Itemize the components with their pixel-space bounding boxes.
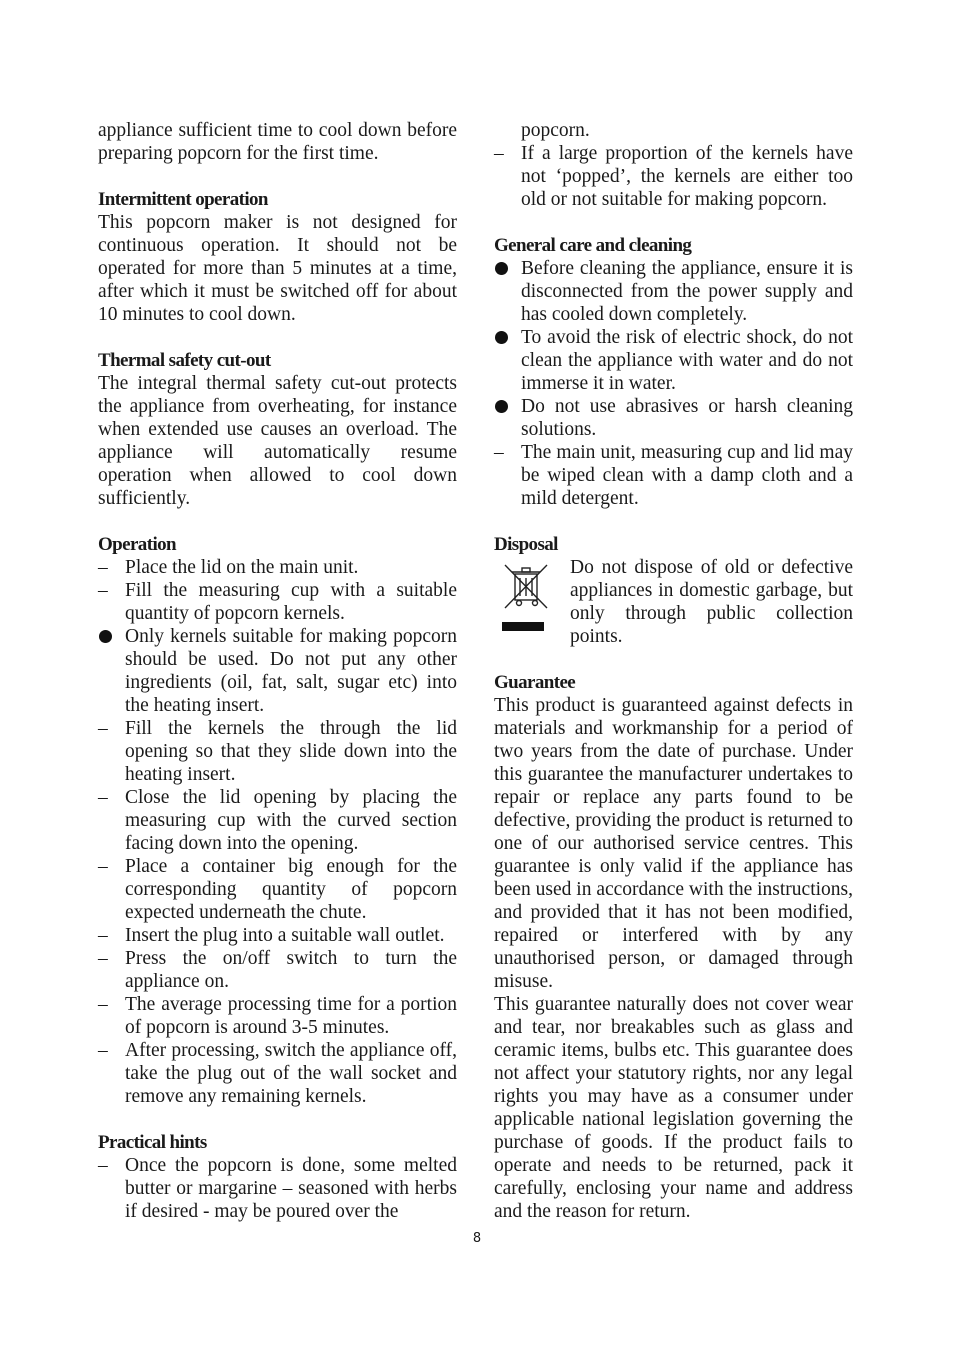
list-item [494, 119, 853, 142]
bullet-icon [494, 395, 514, 413]
list-item-text: The main unit, measuring cup and lid may be wiped clean with a damp cloth and a mild detergent. [521, 442, 853, 509]
operation-list [98, 556, 457, 1108]
intermittent-operation-text: This popcorn maker is not designed for continuous operation. It should not be operated for more than 5 minutes at a time, after which it must be switched off for about 10 minutes to cool down. [98, 212, 457, 325]
list-item-text: Press the on/off switch to turn the appliance on. [125, 948, 457, 992]
guarantee-paragraph-2: This guarantee naturally does not cover wear and tear, nor breakables such as glass and ceramic items, bulbs etc. This guarantee does not affect your statutory rights, nor any legal rights you may have as a consumer under applicable national legislation governing the purchase of goods. If the product fails to operate and needs to be returned, pack it carefully, enclosing your name and address and the reason for return. [494, 994, 853, 1222]
list-marker: – [98, 580, 108, 601]
list-item-text: Fill the measuring cup with a suitable quantity of popcorn kernels. [125, 580, 457, 624]
list-item-text: Before cleaning the appliance, ensure it is disconnected from the power supply and has cooled down completely. [521, 258, 853, 325]
list-item-text: Once the popcorn is done, some melted butter or margarine – seasoned with herbs if desired - may be poured over the [125, 1155, 457, 1222]
list-item [494, 326, 853, 395]
list-item-text: Only kernels suitable for making popcorn should be used. Do not put any other ingredients (oil, fat, salt, sugar etc) into the heating insert. [125, 626, 457, 716]
guarantee-paragraph-1: This product is guaranteed against defects in materials and workmanship for a period of two years from the date of purchase. Under this guarantee the manufacturer undertakes to repair or replace any parts found to be defective, providing the product is returned to one of our authorised service centres. This guarantee is only valid if the appliance has been used in accordance with the instructions, and provided that it has not been modified, repaired or interfered with by any unauthorised person, or damaged through misuse. [494, 695, 854, 992]
list-item-text: The average processing time for a portion of popcorn is around 3-5 minutes. [125, 994, 457, 1038]
list-item [98, 924, 457, 947]
intro-paragraph: appliance sufficient time to cool down before preparing popcorn for the first time. [98, 120, 457, 164]
list-item [98, 625, 457, 717]
guarantee-heading: Guarantee [494, 672, 576, 693]
list-marker: – [98, 1155, 108, 1176]
list-item-text: Place a container big enough for the corresponding quantity of popcorn expected underneath the chute. [125, 856, 457, 923]
list-marker: – [98, 718, 108, 739]
list-marker: – [494, 143, 504, 164]
list-marker: – [98, 925, 108, 946]
list-item [98, 717, 457, 786]
right-column [494, 119, 853, 1223]
practical-hints-continued-list [494, 119, 853, 211]
operation-heading: Operation [98, 534, 176, 555]
list-marker: – [98, 948, 108, 969]
thermal-safety-text: The integral thermal safety cut-out protects the appliance from overheating, for instance when extended use causes an overload. The appliance will automatically resume operation when allowed to cool down sufficiently. [98, 373, 457, 509]
list-item [98, 786, 457, 855]
bullet-icon [494, 257, 514, 275]
disposal-heading: Disposal [494, 534, 558, 555]
thermal-safety-heading: Thermal safety cut-out [98, 350, 271, 371]
care-cleaning-heading: General care and cleaning [494, 235, 692, 256]
crossed-out-wheelie-bin-icon [499, 556, 555, 634]
list-item-text: Fill the kernels the through the lid opening so that they slide down into the heating insert. [125, 718, 457, 785]
list-item [494, 257, 853, 326]
list-item [98, 993, 457, 1039]
list-marker: – [98, 557, 108, 578]
disposal-section [494, 556, 853, 648]
care-cleaning-list [494, 257, 853, 510]
list-item [98, 1154, 457, 1223]
practical-hints-heading: Practical hints [98, 1132, 207, 1153]
list-marker: – [98, 994, 108, 1015]
list-item [98, 556, 457, 579]
list-item [98, 947, 457, 993]
list-item-text: Do not use abrasives or harsh cleaning solutions. [521, 396, 853, 440]
list-item [494, 142, 853, 211]
list-item [98, 855, 457, 924]
list-marker: – [98, 856, 108, 877]
list-marker: – [98, 1040, 108, 1061]
intermittent-operation-heading: Intermittent operation [98, 189, 268, 210]
list-item [494, 395, 853, 441]
list-item-text: To avoid the risk of electric shock, do not clean the appliance with water and do not immerse it in water. [521, 327, 853, 394]
list-item [98, 1039, 457, 1108]
list-item-text: Close the lid opening by placing the measuring cup with the curved section facing down into the opening. [125, 787, 457, 854]
bullet-icon [98, 625, 118, 643]
practical-hints-list [98, 1154, 457, 1223]
list-item-text: Insert the plug into a suitable wall outlet. [125, 925, 445, 946]
left-column [98, 119, 457, 1223]
bullet-icon [494, 326, 514, 344]
list-item-text: After processing, switch the appliance off, take the plug out of the wall socket and remove any remaining kernels. [125, 1040, 457, 1107]
list-item-text: popcorn. [521, 120, 590, 141]
list-item-text: If a large proportion of the kernels have not ‘popped’, the kernels are either too old or not suitable for making popcorn. [521, 143, 853, 210]
list-item-text: Place the lid on the main unit. [125, 557, 359, 578]
list-item [494, 441, 853, 510]
page-number: 8 [472, 1231, 482, 1246]
list-item [98, 579, 457, 625]
disposal-text: Do not dispose of old or defective appliances in domestic garbage, but only through public collection points. [570, 557, 853, 647]
list-marker: – [494, 442, 504, 463]
list-marker: – [98, 787, 108, 808]
